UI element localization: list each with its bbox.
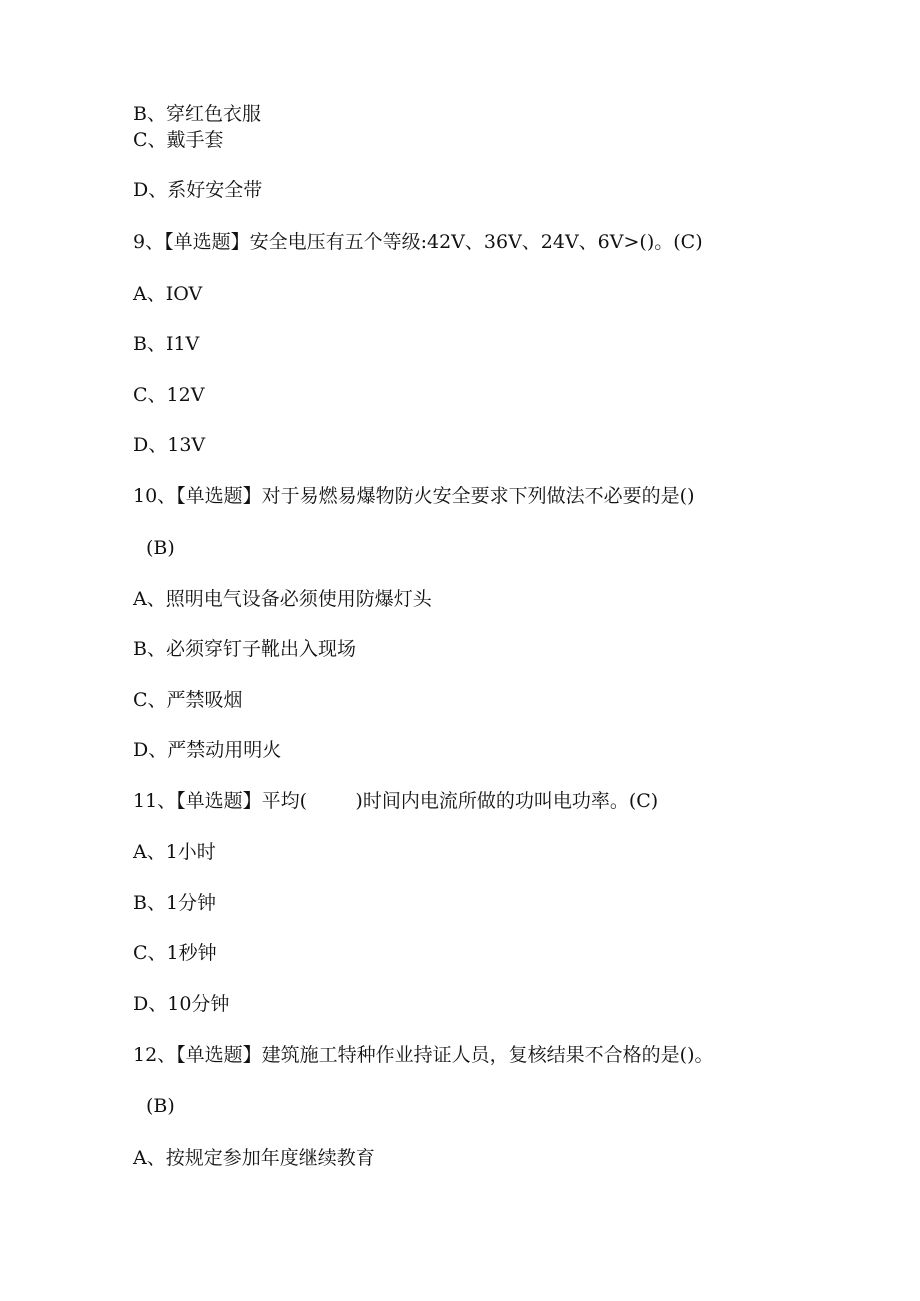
option-d-q11: D、10分钟 bbox=[133, 993, 230, 1015]
question-9: 9、【单选题】安全电压有五个等级:42V、36V、24V、6V>()。(C) bbox=[133, 231, 703, 253]
option-a-q10: A、照明电气设备必须使用防爆灯头 bbox=[133, 588, 432, 610]
option-b-q11: B、1分钟 bbox=[133, 892, 217, 914]
question-10: 10、【单选题】对于易燃易爆物防火安全要求下列做法不必要的是() bbox=[133, 485, 695, 507]
option-a-q12: A、按规定参加年度继续教育 bbox=[133, 1147, 375, 1169]
option-d-q9: D、13V bbox=[133, 434, 206, 456]
option-c-q8: C、戴手套 bbox=[133, 129, 224, 151]
option-b-q9: B、I1V bbox=[133, 333, 200, 355]
option-c-q11: C、1秒钟 bbox=[133, 942, 217, 964]
option-c-q9: C、12V bbox=[133, 384, 205, 406]
option-a-q9: A、IOV bbox=[133, 283, 203, 305]
option-d-q8: D、系好安全带 bbox=[133, 179, 263, 201]
question-12: 12、【单选题】建筑施工特种作业持证人员，复核结果不合格的是()。 bbox=[133, 1044, 714, 1066]
answer-q12: (B) bbox=[146, 1095, 175, 1117]
option-d-q10: D、严禁动用明火 bbox=[133, 739, 282, 761]
answer-q10: (B) bbox=[146, 537, 175, 559]
option-b-q8: B、穿红色衣服 bbox=[133, 103, 261, 125]
option-c-q10: C、严禁吸烟 bbox=[133, 689, 243, 711]
question-11: 11、【单选题】平均( )时间内电流所做的功叫电功率。(C) bbox=[133, 790, 659, 812]
option-a-q11: A、1小时 bbox=[133, 841, 216, 863]
option-b-q10: B、必须穿钉子靴出入现场 bbox=[133, 638, 356, 660]
